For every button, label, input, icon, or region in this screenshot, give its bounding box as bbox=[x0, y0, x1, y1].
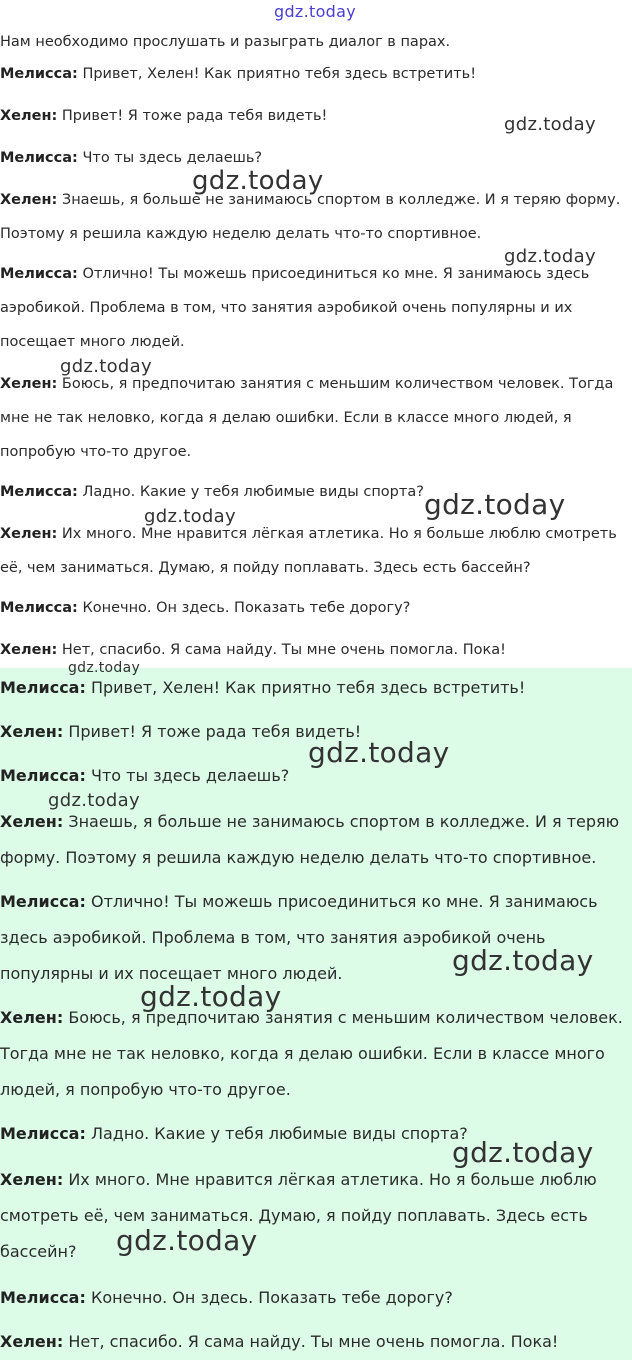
dialogue-text: Знаешь, я больше не занимаюсь спортом в колледже. И я теряю bbox=[68, 812, 620, 831]
dialogue-text: Привет, Хелен! Как приятно тебя здесь встретить! bbox=[90, 678, 526, 697]
dialogue-text: Привет! Я тоже рада тебя видеть! bbox=[61, 108, 328, 124]
dialogue-text: Боюсь, я предпочитаю занятия с меньшим количеством человек. bbox=[68, 1008, 623, 1027]
dialogue-line bbox=[0, 1124, 468, 1143]
speaker-name: Мелисса: bbox=[0, 678, 86, 697]
dialogue-line bbox=[0, 1044, 605, 1063]
dialogue-text: бассейн? bbox=[0, 1242, 77, 1261]
dialogue-text: Отлично! Ты можешь присоединиться ко мне. Я занимаюсь здесь bbox=[82, 266, 590, 282]
dialogue-line bbox=[0, 150, 262, 166]
dialogue-line bbox=[0, 1288, 453, 1307]
speaker-name: Хелен: bbox=[0, 376, 58, 392]
watermark: gdz.today bbox=[504, 246, 596, 267]
watermark: gdz.today bbox=[504, 114, 596, 135]
speaker-name: Хелен: bbox=[0, 526, 58, 542]
dialogue-line bbox=[0, 108, 327, 124]
intro-text: Нам необходимо прослушать и разыграть диалог в парах. bbox=[0, 34, 451, 50]
watermark: gdz.today bbox=[452, 1136, 594, 1169]
dialogue-text: Тогда мне не так неловко, когда я делаю ошибки. Если в классе много bbox=[0, 1044, 605, 1063]
dialogue-line bbox=[0, 678, 525, 697]
dialogue-line bbox=[0, 376, 613, 392]
speaker-name: Мелисса: bbox=[0, 66, 78, 82]
dialogue-line bbox=[0, 226, 481, 242]
speaker-name: Хелен: bbox=[0, 1332, 64, 1351]
dialogue-text: Нет, спасибо. Я сама найду. Ты мне очень помогла. Пока! bbox=[68, 1332, 559, 1351]
dialogue-line bbox=[0, 300, 572, 316]
dialogue-text: Нет, спасибо. Я сама найду. Ты мне очень помогла. Пока! bbox=[61, 642, 506, 658]
dialogue-text: Что ты здесь делаешь? bbox=[82, 150, 263, 166]
dialogue-section-highlighted bbox=[0, 668, 632, 1360]
dialogue-line bbox=[0, 526, 617, 542]
speaker-name: Хелен: bbox=[0, 812, 64, 831]
dialogue-line bbox=[0, 1080, 291, 1099]
dialogue-line bbox=[0, 560, 531, 576]
dialogue-line bbox=[0, 1008, 623, 1027]
dialogue-line bbox=[0, 1332, 558, 1351]
dialogue-text: популярны и их посещает много людей. bbox=[0, 964, 343, 983]
watermark: gdz.today bbox=[144, 506, 236, 527]
dialogue-line bbox=[0, 848, 596, 867]
dialogue-text: Поэтому я решила каждую неделю делать что-то спортивное. bbox=[0, 226, 482, 242]
dialogue-text: Отлично! Ты можешь присоединиться ко мне. Я занимаюсь bbox=[90, 892, 598, 911]
dialogue-text: форму. Поэтому я решила каждую неделю делать что-то спортивное. bbox=[0, 848, 597, 867]
speaker-name: Мелисса: bbox=[0, 266, 78, 282]
dialogue-text: Знаешь, я больше не занимаюсь спортом в колледже. И я теряю форму. bbox=[61, 192, 621, 208]
watermark: gdz.today bbox=[68, 660, 141, 676]
speaker-name: Хелен: bbox=[0, 1170, 64, 1189]
dialogue-text: смотреть её, чем заниматься. Думаю, я пойду поплавать. Здесь есть bbox=[0, 1206, 588, 1225]
dialogue-line bbox=[0, 812, 619, 831]
speaker-name: Хелен: bbox=[0, 642, 58, 658]
speaker-name: Мелисса: bbox=[0, 150, 78, 166]
speaker-name: Мелисса: bbox=[0, 484, 78, 500]
watermark: gdz.today bbox=[140, 980, 282, 1013]
dialogue-line bbox=[0, 66, 476, 82]
dialogue-text: Их много. Мне нравится лёгкая атлетика. Но я больше люблю bbox=[68, 1170, 597, 1189]
speaker-name: Мелисса: bbox=[0, 766, 86, 785]
dialogue-text: Привет, Хелен! Как приятно тебя здесь встретить! bbox=[82, 66, 477, 82]
dialogue-text: людей, я попробую что-то другое. bbox=[0, 1080, 291, 1099]
dialogue-line bbox=[0, 266, 589, 282]
speaker-name: Хелен: bbox=[0, 108, 58, 124]
dialogue-text: посещает много людей. bbox=[0, 334, 185, 350]
dialogue-text: Конечно. Он здесь. Показать тебе дорогу? bbox=[82, 600, 411, 616]
speaker-name: Мелисса: bbox=[0, 1124, 86, 1143]
dialogue-line bbox=[0, 766, 289, 785]
dialogue-line bbox=[0, 444, 191, 460]
speaker-name: Хелен: bbox=[0, 722, 64, 741]
dialogue-line bbox=[0, 484, 424, 500]
dialogue-text: Боюсь, я предпочитаю занятия с меньшим количеством человек. Тогда bbox=[61, 376, 614, 392]
dialogue-line bbox=[0, 334, 185, 350]
dialogue-line bbox=[0, 1170, 597, 1189]
watermark: gdz.today bbox=[192, 166, 324, 196]
speaker-name: Мелисса: bbox=[0, 1288, 86, 1307]
watermark: gdz.today bbox=[424, 488, 566, 521]
dialogue-text: Их много. Мне нравится лёгкая атлетика. Но я больше люблю смотреть bbox=[61, 526, 617, 542]
dialogue-line bbox=[0, 410, 572, 426]
watermark: gdz.today bbox=[308, 736, 450, 769]
dialogue-text: Привет! Я тоже рада тебя видеть! bbox=[68, 722, 362, 741]
dialogue-line bbox=[0, 892, 598, 911]
dialogue-text: Ладно. Какие у тебя любимые виды спорта? bbox=[90, 1124, 468, 1143]
speaker-name: Мелисса: bbox=[0, 892, 86, 911]
dialogue-text: аэробикой. Проблема в том, что занятия аэробикой очень популярны и их bbox=[0, 300, 573, 316]
watermark: gdz.today bbox=[60, 356, 152, 377]
dialogue-line bbox=[0, 1242, 76, 1261]
speaker-name: Хелен: bbox=[0, 192, 58, 208]
dialogue-line bbox=[0, 1206, 588, 1225]
dialogue-text: Конечно. Он здесь. Показать тебе дорогу? bbox=[90, 1288, 453, 1307]
dialogue-text: попробую что-то другое. bbox=[0, 444, 192, 460]
dialogue-text: мне не так неловко, когда я делаю ошибки. Если в классе много людей, я bbox=[0, 410, 572, 426]
speaker-name: Хелен: bbox=[0, 1008, 64, 1027]
dialogue-line bbox=[0, 642, 506, 658]
speaker-name: Мелисса: bbox=[0, 600, 78, 616]
dialogue-text: её, чем заниматься. Думаю, я пойду поплавать. Здесь есть бассейн? bbox=[0, 560, 531, 576]
dialogue-line bbox=[0, 600, 410, 616]
dialogue-text: здесь аэробикой. Проблема в том, что занятия аэробикой очень bbox=[0, 928, 546, 947]
dialogue-text: Ладно. Какие у тебя любимые виды спорта? bbox=[82, 484, 424, 500]
watermark: gdz.today bbox=[116, 1224, 258, 1257]
watermark: gdz.today bbox=[48, 790, 140, 811]
watermark: gdz.today bbox=[452, 944, 594, 977]
watermark-top: gdz.today bbox=[274, 2, 356, 21]
dialogue-text: Что ты здесь делаешь? bbox=[90, 766, 290, 785]
